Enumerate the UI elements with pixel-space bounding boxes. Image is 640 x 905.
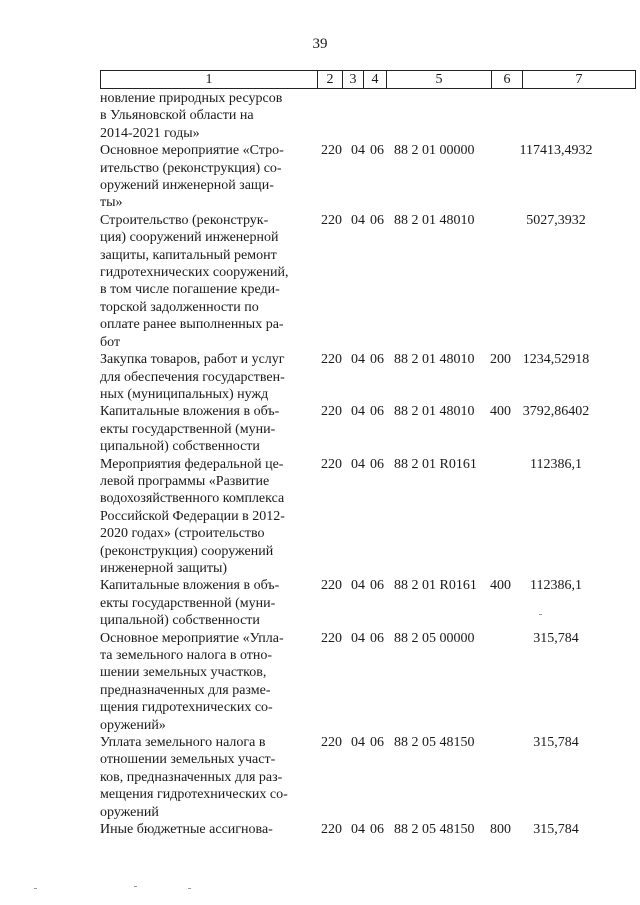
- cell-rz: 04: [351, 630, 365, 646]
- table-row: [100, 577, 640, 629]
- table-row: [100, 403, 640, 455]
- page-number: 39: [312, 36, 328, 52]
- scan-speck: [134, 886, 137, 887]
- table-row: [100, 630, 640, 734]
- table-body: [100, 90, 640, 838]
- column-header-3: 3: [343, 71, 364, 89]
- cell-sum: 5027,3932: [526, 212, 586, 228]
- table-header-row: [101, 71, 636, 89]
- cell-vr: 400: [490, 578, 511, 594]
- cell-sum: 1234,52918: [522, 352, 590, 368]
- column-header-4: 4: [364, 71, 387, 89]
- cell-gr: 220: [321, 456, 342, 472]
- cell-cs: 88 2 01 R0161: [394, 456, 477, 472]
- cell-prz: 06: [370, 578, 384, 594]
- cell-rz: 04: [351, 456, 365, 472]
- cell-prz: 06: [370, 735, 384, 751]
- cell-gr: 220: [321, 735, 342, 751]
- cell-rz: 04: [351, 352, 365, 368]
- cell-gr: 220: [321, 630, 342, 646]
- cell-vr: 200: [490, 352, 511, 368]
- row-description: Уплата земельного налога в отношении земельных участ- ков, предназначенных для раз- мещения гидротехнических со- оружений: [100, 735, 288, 820]
- row-description: Капитальные вложения в объ- екты государственной (муни- ципальной) собственности: [100, 404, 280, 455]
- cell-gr: 220: [321, 822, 342, 838]
- row-description: Капитальные вложения в объ- екты государственной (муни- ципальной) собственности: [100, 578, 280, 629]
- cell-cs: 88 2 05 48150: [394, 735, 475, 751]
- row-description: Иные бюджетные ассигнова-: [100, 822, 273, 838]
- scan-speck: [34, 888, 37, 889]
- column-header-6: 6: [492, 71, 523, 89]
- table-row: [100, 351, 640, 403]
- table-row: [100, 90, 640, 142]
- cell-cs: 88 2 01 48010: [394, 212, 475, 228]
- cell-rz: 04: [351, 143, 365, 159]
- column-header-1: 1: [101, 71, 318, 89]
- cell-rz: 04: [351, 212, 365, 228]
- cell-gr: 220: [321, 404, 342, 420]
- cell-prz: 06: [370, 143, 384, 159]
- scan-speck: [188, 888, 191, 889]
- cell-gr: 220: [321, 352, 342, 368]
- cell-vr: 800: [490, 822, 511, 838]
- cell-rz: 04: [351, 822, 365, 838]
- cell-prz: 06: [370, 404, 384, 420]
- cell-cs: 88 2 01 48010: [394, 404, 475, 420]
- cell-rz: 04: [351, 578, 365, 594]
- cell-prz: 06: [370, 822, 384, 838]
- column-header-5: 5: [387, 71, 492, 89]
- column-header-2: 2: [318, 71, 343, 89]
- table-row: [100, 734, 640, 821]
- cell-vr: 400: [490, 404, 511, 420]
- row-description: Основное мероприятие «Стро- ительство (реконструкция) со- оружений инженерной защи- ты»: [100, 143, 284, 211]
- table-row: [100, 821, 640, 838]
- cell-gr: 220: [321, 143, 342, 159]
- table-row: [100, 456, 640, 578]
- cell-prz: 06: [370, 630, 384, 646]
- cell-sum: 112386,1: [530, 456, 582, 472]
- table-row: [100, 142, 640, 212]
- cell-sum: 112386,1: [530, 578, 582, 594]
- cell-gr: 220: [321, 578, 342, 594]
- row-description: Закупка товаров, работ и услуг для обеспечения государствен- ных (муниципальных) нужд: [100, 352, 285, 402]
- cell-prz: 06: [370, 212, 384, 228]
- row-description: Строительство (реконструк- ция) сооружений инженерной защиты, капитальный ремонт гидротехнических сооружений, в том числе погашение креди- торской задолженности по оплате ранее выполненных ра- бот: [100, 212, 289, 350]
- row-description: Основное мероприятие «Упла- та земельного налога в отно- шении земельных участков, предназначенных для разме- щения гидротехнических со- оружений»: [100, 630, 284, 733]
- cell-prz: 06: [370, 456, 384, 472]
- cell-sum: 3792,86402: [522, 404, 590, 420]
- table-row: [100, 212, 640, 351]
- cell-cs: 88 2 01 48010: [394, 352, 475, 368]
- cell-gr: 220: [321, 212, 342, 228]
- cell-cs: 88 2 05 48150: [394, 822, 475, 838]
- cell-cs: 88 2 01 R0161: [394, 578, 477, 594]
- table-header: [100, 70, 636, 89]
- scan-speck: [539, 614, 542, 615]
- column-header-7: 7: [523, 71, 636, 89]
- cell-rz: 04: [351, 404, 365, 420]
- cell-sum: 117413,4932: [519, 143, 593, 159]
- cell-sum: 315,784: [533, 735, 579, 751]
- row-description: новление природных ресурсов в Ульяновской области на 2014-2021 годы»: [100, 91, 283, 141]
- cell-rz: 04: [351, 735, 365, 751]
- cell-prz: 06: [370, 352, 384, 368]
- cell-sum: 315,784: [533, 630, 579, 646]
- cell-sum: 315,784: [533, 822, 579, 838]
- row-description: Мероприятия федеральной це- левой программы «Развитие водохозяйственного комплекса Российской Федерации в 2012- 2020 годах» (строительство (реконструкция) сооружений инженерной защиты): [100, 456, 285, 576]
- cell-cs: 88 2 01 00000: [394, 143, 475, 159]
- cell-cs: 88 2 05 00000: [394, 630, 475, 646]
